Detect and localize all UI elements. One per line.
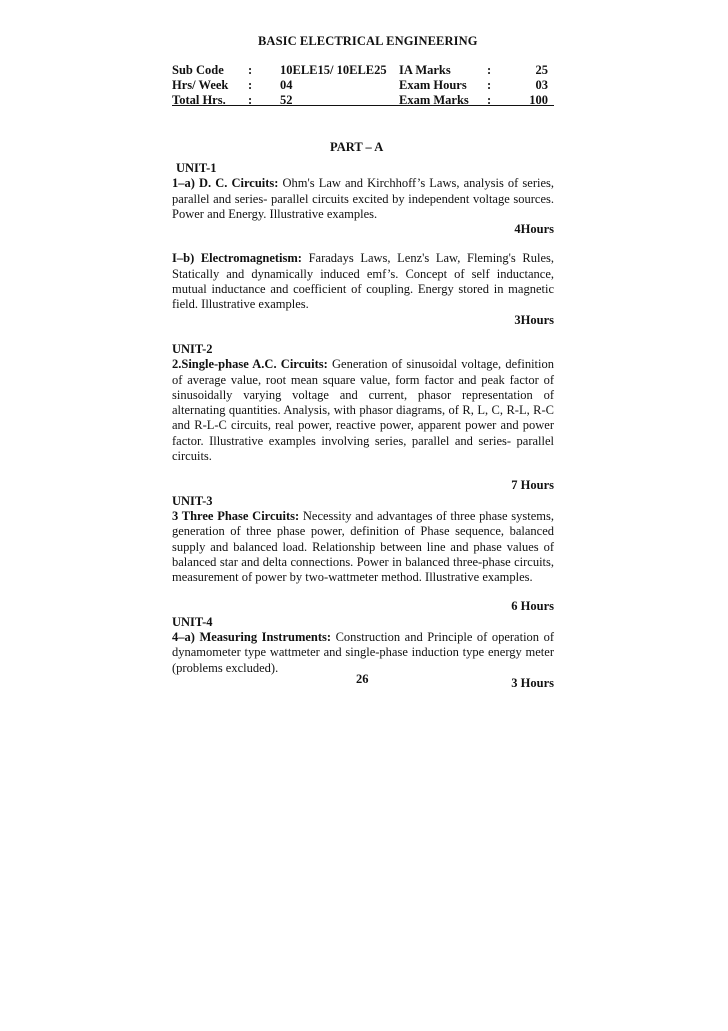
meta-label: Hrs/ Week (172, 78, 229, 92)
meta-label: Exam Hours (399, 78, 467, 92)
meta-separator: : (248, 93, 253, 107)
unit-4a-hours: 3 Hours (511, 675, 554, 690)
unit-4a-title: 4–a) Measuring Instruments: (172, 630, 332, 645)
meta-value: 52 (280, 93, 293, 107)
meta-label: Total Hrs. (172, 93, 226, 107)
unit-1b-hours: 3Hours (514, 312, 554, 327)
meta-separator: : (248, 63, 253, 77)
unit-4a-paragraph (172, 630, 554, 676)
unit-4-heading: UNIT-4 (172, 614, 213, 629)
meta-separator: : (487, 78, 492, 92)
meta-value: 03 (535, 78, 548, 92)
meta-row-hrs-week (0, 78, 728, 94)
unit-1a-text: Ohm's Law and Kirchhoff’s Laws, analysis of series, parallel and series- parallel circuits excited by independent voltage sources. Power and Energy. Illustrative examples. (172, 176, 554, 221)
meta-separator: : (487, 93, 492, 107)
unit-1a-title: 1–a) D. C. Circuits: (172, 176, 279, 191)
meta-label: Exam Marks (399, 93, 469, 107)
page-number: 26 (356, 672, 369, 686)
meta-value: 100 (529, 93, 548, 107)
unit-3-text: Necessity and advantages of three phase systems, generation of three phase power, definition of Phase sequence, balanced supply and balanced load. Relationship between line and phase values of balanced star and delta connections. Power in balanced three-phase circuits, measurement of power by two-wattmeter method. Illustrative examples. (172, 508, 554, 585)
unit-1a-hours: 4Hours (514, 222, 554, 237)
unit-1b-paragraph (172, 251, 554, 312)
meta-row-sub-code (0, 63, 728, 79)
meta-label: IA Marks (399, 63, 451, 77)
unit-3-paragraph (172, 509, 554, 585)
unit-2-hours: 7 Hours (511, 478, 554, 493)
unit-1b-text: Faradays Laws, Lenz's Law, Fleming's Rules, Statically and dynamically induced emf’s. Concept of self inductance, mutual inductance and coefficient of coupling. Energy stored in magnetic field. Illustrative examples. (172, 251, 554, 312)
meta-value: 10ELE15/ 10ELE25 (280, 63, 387, 77)
unit-3-title: 3 Three Phase Circuits: (172, 508, 300, 523)
unit-1a-paragraph (172, 176, 554, 222)
unit-3-hours: 6 Hours (511, 599, 554, 614)
meta-value: 25 (535, 63, 548, 77)
meta-value: 04 (280, 78, 293, 92)
unit-2-title: 2.Single-phase A.C. Circuits: (172, 357, 328, 372)
unit-1-heading: UNIT-1 (176, 161, 217, 175)
unit-3-heading: UNIT-3 (172, 493, 213, 508)
meta-row-total-hrs (0, 93, 728, 109)
part-heading: PART – A (330, 140, 384, 154)
unit-2-paragraph (172, 357, 554, 464)
meta-separator: : (487, 63, 492, 77)
unit-4a-text: Construction and Principle of operation of dynamometer type wattmeter and single-phase induction type energy meter (problems excluded). (172, 630, 554, 675)
header-divider (172, 105, 554, 106)
course-title: BASIC ELECTRICAL ENGINEERING (258, 34, 478, 48)
syllabus-content (172, 161, 554, 691)
meta-separator: : (248, 78, 253, 92)
unit-2-text: Generation of sinusoidal voltage, definition of average value, root mean square value, form factor and peak factor of sinusoidally varying voltage and current, phasor representation of alternating quantities. Analysis, with phasor diagrams, of R, L, C, R-L, R-C and R-L-C circuits, real power, reactive power, apparent power and power factor. Illustrative examples involving series, parallel and series- parallel circuits. (172, 357, 554, 464)
meta-label: Sub Code (172, 63, 224, 77)
unit-1b-title: I–b) Electromagnetism: (172, 251, 302, 266)
unit-2-heading: UNIT-2 (172, 341, 213, 356)
